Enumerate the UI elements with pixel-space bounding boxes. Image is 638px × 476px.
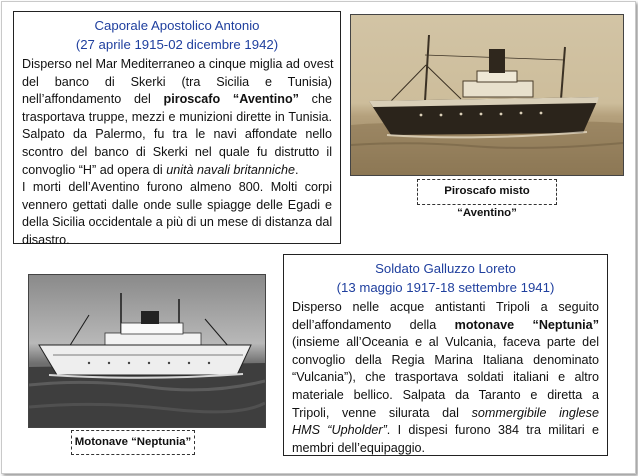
text-fragment: . <box>295 162 299 177</box>
text-line: del banco di Skerki (tra Sicilia e Tunisia) <box>22 74 332 89</box>
biography-title-name: Caporale Apostolico Antonio <box>94 18 260 33</box>
text-line: I morti dell’Aventino furono almeno 800. Molti corpi <box>22 180 332 195</box>
text-line: Disperso nelle acque antistanti Tripoli a seguito <box>292 300 599 314</box>
text-line <box>292 317 599 335</box>
text-line: (insieme all’Oceania e al Vulcania, faceva parte del <box>292 335 599 350</box>
text-line <box>292 405 599 423</box>
biography-text <box>22 56 332 250</box>
ship-name-bold: piroscafo “Aventino” <box>163 92 299 107</box>
text-line: vennero gettati dalle onde sulle spiagge delle Egadi e <box>22 197 332 212</box>
neptunia-caption: Motonave “Neptunia” <box>71 430 195 455</box>
text-fragment: convoglio “H” ad opera di <box>22 162 167 177</box>
text-fragment: dell’affondamento della <box>292 317 455 332</box>
motorship-illustration <box>29 275 265 427</box>
text-line: convoglio della Regia Marina Italiana denominato <box>292 352 599 367</box>
text-line: disastro. <box>22 232 70 247</box>
biography-text <box>292 299 599 457</box>
italic-fragment: sommergibile inglese <box>471 405 599 420</box>
text-line: Salpato da Palermo, fu tra le navi affondate nello <box>22 127 332 142</box>
biography-box-apostolico <box>13 11 341 247</box>
italic-fragment: HMS “Upholder” <box>292 423 387 438</box>
italic-fragment: unità navali britanniche <box>166 162 296 177</box>
biography-title-dates: (13 maggio 1917-18 settembre 1941) <box>336 280 555 295</box>
text-line: materiale bellico. Salpata da Taranto e diretta a <box>292 387 599 402</box>
text-fragment: . I dispesi furono 384 tra militari e <box>386 423 599 438</box>
text-fragment: che <box>298 92 332 107</box>
biography-box-galluzzo <box>283 254 608 456</box>
text-line <box>292 422 599 440</box>
steamship-illustration <box>351 15 623 175</box>
ship-name-bold: motonave “Neptunia” <box>454 317 599 332</box>
text-fragment: nell’affondamento del <box>22 92 164 107</box>
text-line: membri dell’equipaggio. <box>292 440 426 455</box>
text-line <box>22 91 332 109</box>
biography-title-dates: (27 aprile 1915-02 dicembre 1942) <box>75 37 279 52</box>
biography-title-name: Soldato Galluzzo Loreto <box>375 261 516 276</box>
text-line: trasportava truppe, mezzi e munizioni dirette in Tunisia. <box>22 109 332 124</box>
text-fragment: Tripoli, venne silurata dal <box>292 405 472 420</box>
neptunia-photo <box>28 274 266 428</box>
aventino-photo <box>350 14 624 176</box>
text-line: scontro del banco di Skerki nel quale fu distrutto il <box>22 144 332 159</box>
aventino-caption: Piroscafo misto “Aventino” <box>417 179 557 205</box>
text-line: “Vulcania”), che trasportava soldati italiani e altro <box>292 370 599 385</box>
text-line <box>22 162 332 180</box>
text-line: Disperso nel Mar Mediterraneo a cinque miglia ad ovest <box>22 57 334 71</box>
text-line: della Sicilia occidentale a più di un mese di distanza dal <box>22 215 333 230</box>
